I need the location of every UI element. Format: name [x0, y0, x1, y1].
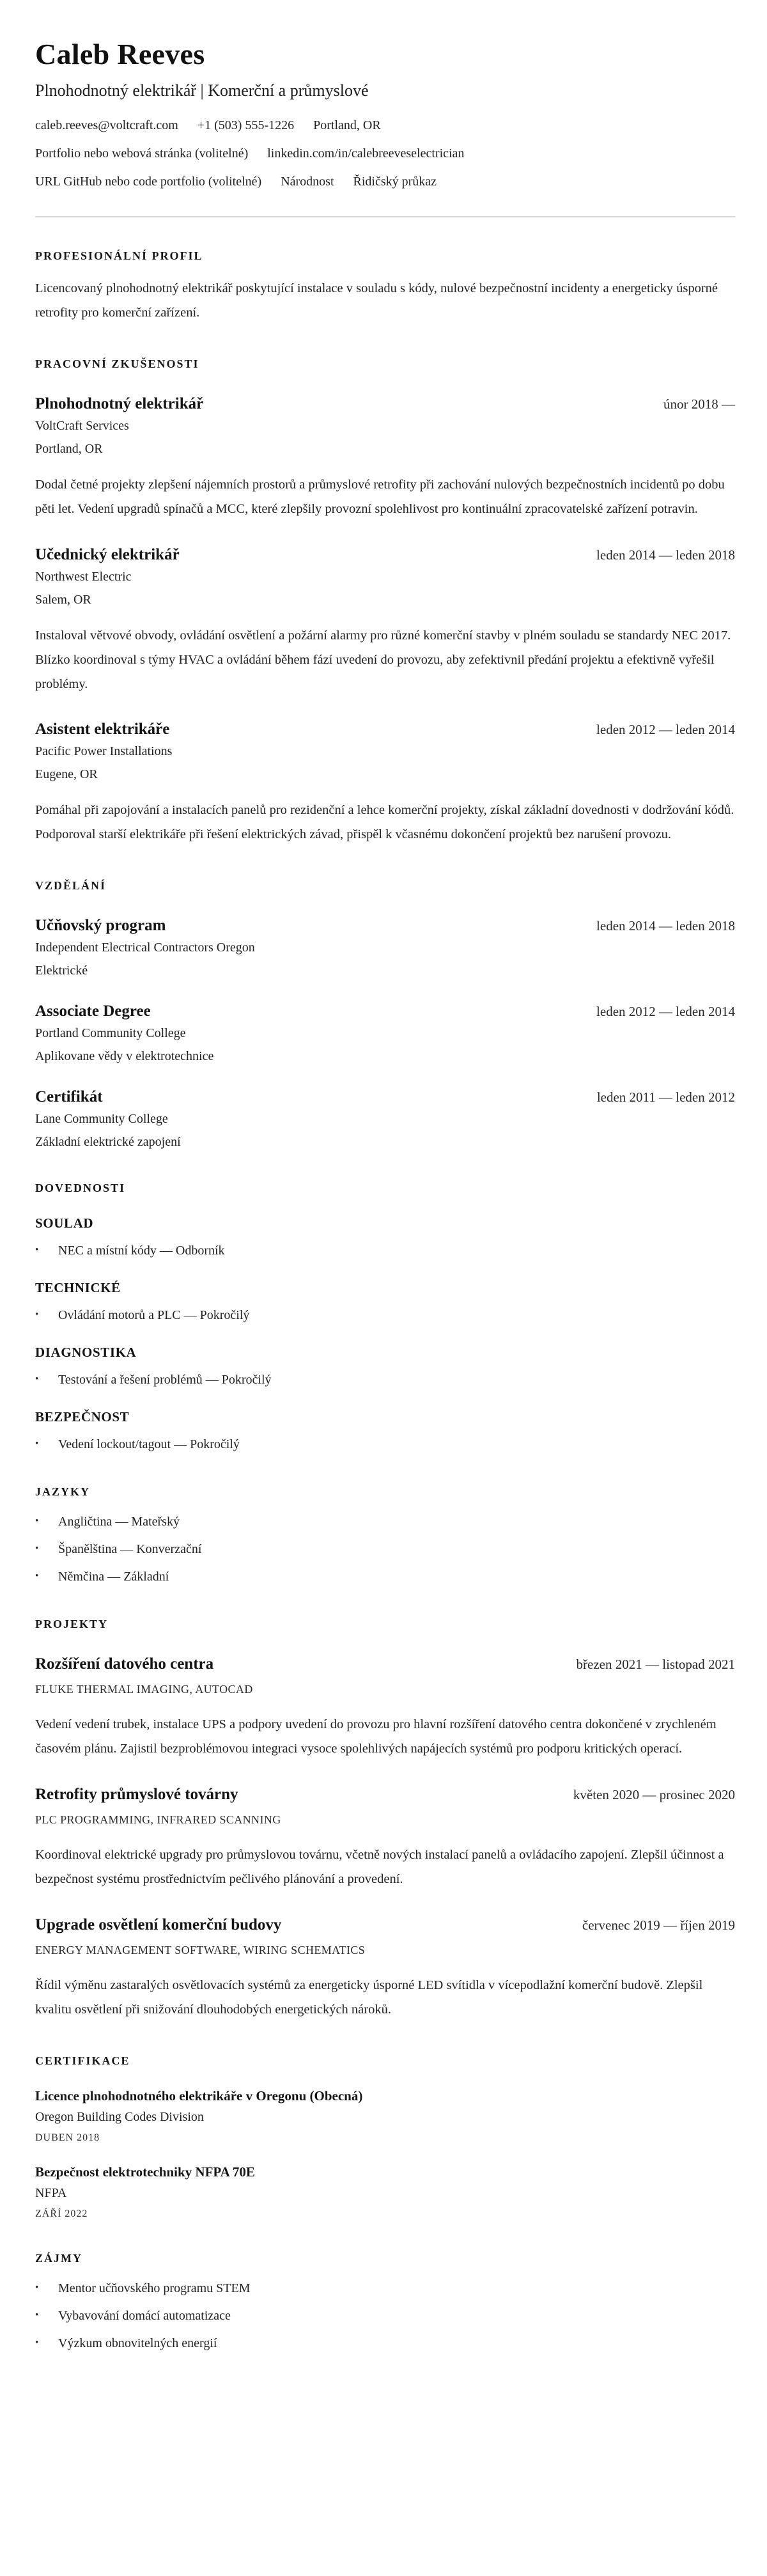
contact-item: +1 (503) 555-1226 [197, 118, 295, 132]
job-dates: únor 2018 — [663, 396, 735, 412]
skill-list [35, 1306, 735, 1324]
language-item [35, 1540, 735, 1558]
certification-name: Bezpečnost elektrotechniky NFPA 70E [35, 2164, 255, 2180]
section-heading-education: VZDĚLÁNÍ [35, 879, 107, 893]
job-description: Dodal četné projekty zlepšení nájemních prostorů a průmyslové retrofity při zachování nulových bezpečnostních incidentů po dobu pěti let. Vedení upgradů spínačů a MCC, které zlepšily provozní spolehlivost pro kontinuální zpracovatelské zařízení potravin. [35, 477, 725, 516]
project-description: Koordinoval elektrické upgrady pro průmyslovou továrnu, včetně nových instalací panelů a ovládacího zapojení. Zlepšil účinnost a bezpečnost systému prostřednictvím pečlivého plánování a provedení. [35, 1848, 724, 1887]
project-tools: ENERGY MANAGEMENT SOFTWARE, WIRING SCHEMATICS [35, 1943, 366, 1956]
education-degree: Učňovský program [35, 917, 166, 935]
section-certifications [35, 2054, 735, 2220]
project-entry [35, 1786, 735, 1892]
contact-row-1 [35, 118, 735, 133]
education-entry [35, 1003, 735, 1064]
education-school: Portland Community College [35, 1026, 186, 1041]
education-field: Základní elektrické zapojení [35, 1135, 181, 1150]
section-heading-skills: DOVEDNOSTI [35, 1182, 126, 1195]
education-field: Elektrické [35, 964, 88, 978]
skill-category: TECHNICKÉ [35, 1280, 121, 1296]
interest-list [35, 2279, 735, 2352]
project-name: Rozšíření datového centra [35, 1655, 214, 1673]
job-dates: leden 2014 — leden 2018 [596, 547, 735, 563]
contact-block [35, 118, 735, 189]
education-school: Independent Electrical Contractors Oregon [35, 941, 255, 955]
project-tools: FLUKE THERMAL IMAGING, AUTOCAD [35, 1683, 253, 1696]
bullet-icon: • [35, 2282, 39, 2293]
section-heading-interests: ZÁJMY [35, 2251, 82, 2265]
interest-item [35, 2279, 735, 2297]
candidate-name: Caleb Reeves [35, 38, 205, 70]
section-heading-profile: PROFESIONÁLNÍ PROFIL [35, 249, 203, 262]
bullet-icon: • [35, 1439, 39, 1449]
header-divider [35, 216, 735, 217]
section-experience [35, 357, 735, 847]
skill-item [35, 1306, 735, 1324]
resume-header [35, 37, 735, 189]
project-dates: květen 2020 — prosinec 2020 [573, 1787, 735, 1803]
job-head-row [35, 546, 735, 564]
contact-item: Portfolio nebo webová stránka (volitelné) [35, 146, 249, 160]
skill-category: BEZPEČNOST [35, 1409, 130, 1425]
skill-list [35, 1435, 735, 1453]
contact-item: URL GitHub nebo code portfolio (volitelné) [35, 175, 262, 189]
skill-group [35, 1215, 735, 1260]
language-item-text: Němčina — Základní [58, 1570, 169, 1584]
job-entry [35, 546, 735, 697]
job-company: Northwest Electric [35, 569, 132, 584]
interest-item-text: Výzkum obnovitelných energií [58, 2336, 217, 2350]
section-education [35, 879, 735, 1150]
certification-date: ZÁŘÍ 2022 [35, 2208, 88, 2219]
job-company: VoltCraft Services [35, 418, 129, 433]
bullet-icon: • [35, 2337, 39, 2348]
job-company: Pacific Power Installations [35, 744, 173, 759]
project-head-row [35, 1786, 735, 1804]
bullet-icon: • [35, 1571, 39, 1582]
section-languages [35, 1485, 735, 1586]
interest-item [35, 2334, 735, 2352]
job-head-row [35, 721, 735, 738]
project-head-row [35, 1655, 735, 1673]
certification-issuer: Oregon Building Codes Division [35, 2109, 204, 2124]
skill-group [35, 1280, 735, 1324]
job-entry [35, 721, 735, 847]
contact-row-2 [35, 146, 735, 161]
section-profile [35, 249, 735, 325]
interest-item-text: Mentor učňovského programu STEM [58, 2281, 251, 2295]
project-dates: červenec 2019 — říjen 2019 [582, 1917, 735, 1933]
skill-list [35, 1242, 735, 1260]
language-list [35, 1513, 735, 1586]
section-interests [35, 2252, 735, 2352]
contact-item: caleb.reeves@voltcraft.com [35, 118, 178, 132]
certification-date: DUBEN 2018 [35, 2132, 100, 2143]
contact-item: Národnost [281, 175, 334, 189]
interest-item [35, 2307, 735, 2325]
contact-item: linkedin.com/in/calebreeveselectrician [267, 146, 465, 160]
education-head-row [35, 1003, 735, 1020]
job-location: Eugene, OR [35, 767, 98, 782]
job-location: Salem, OR [35, 592, 91, 607]
skill-group [35, 1345, 735, 1389]
contact-item: Řidičský průkaz [353, 175, 437, 189]
skill-item [35, 1242, 735, 1260]
bullet-icon: • [35, 1374, 39, 1385]
certification-entry [35, 2088, 735, 2144]
education-dates: leden 2014 — leden 2018 [596, 918, 735, 934]
skill-list [35, 1371, 735, 1389]
contact-row-3 [35, 175, 735, 189]
education-head-row [35, 1088, 735, 1106]
project-entry [35, 1655, 735, 1761]
job-title: Plnohodnotný elektrikář [35, 394, 204, 412]
bullet-icon: • [35, 1543, 39, 1554]
job-dates: leden 2012 — leden 2014 [596, 722, 735, 738]
language-item [35, 1513, 735, 1531]
job-title: Učednický elektrikář [35, 545, 180, 563]
project-description: Vedení vedení trubek, instalace UPS a podpory uvedení do provozu pro hlavní rozšíření datového centra dokončené v zrychleném časovém plánu. Zajistil bezproblémovou integraci vysoce spolehlivých napájecích systémů pro podporu kritických operací. [35, 1717, 717, 1756]
project-dates: březen 2021 — listopad 2021 [576, 1657, 735, 1673]
skill-group [35, 1409, 735, 1453]
skill-item-text: Ovládání motorů a PLC — Pokročilý [58, 1308, 250, 1323]
job-description: Pomáhal při zapojování a instalacích panelů pro rezidenční a lehce komerční projekty, získal základní dovednosti v dodržování kódů. Podporoval starší elektrikáře při řešení elektrických závad, přispěl k včasnému dokončení projektů bez narušení provozu. [35, 803, 734, 842]
interest-item-text: Vybavování domácí automatizace [58, 2308, 231, 2323]
project-name: Upgrade osvětlení komerční budovy [35, 1916, 282, 1933]
project-name: Retrofity průmyslové továrny [35, 1786, 238, 1804]
section-skills [35, 1182, 735, 1453]
skill-item [35, 1435, 735, 1453]
project-tools: PLC PROGRAMMING, INFRARED SCANNING [35, 1813, 281, 1827]
job-description: Instaloval větvové obvody, ovládání osvětlení a požární alarmy pro různé komerční stavby v plném souladu se standardy NEC 2017. Blízko koordinoval s týmy HVAC a ovládání během fází uvedení do provozu, aby zefektivnil předání projektu a efektivně vyřešil problémy. [35, 628, 731, 691]
education-dates: leden 2012 — leden 2014 [596, 1004, 735, 1020]
education-head-row [35, 917, 735, 935]
education-entry [35, 917, 735, 978]
skill-item-text: Testování a řešení problémů — Pokročilý [58, 1373, 272, 1387]
education-degree: Associate Degree [35, 1003, 151, 1020]
bullet-icon: • [35, 1516, 39, 1527]
language-item-text: Angličtina — Mateřský [58, 1515, 180, 1529]
candidate-title: Plnohodnotný elektrikář | Komerční a průmyslové [35, 81, 369, 100]
certification-name: Licence plnohodnotného elektrikáře v Oregonu (Obecná) [35, 2088, 363, 2104]
section-projects [35, 1618, 735, 2022]
job-title: Asistent elektrikáře [35, 721, 170, 738]
job-entry [35, 395, 735, 522]
contact-item: Portland, OR [313, 118, 381, 132]
education-degree: Certifikát [35, 1088, 103, 1106]
project-description: Řídil výměnu zastaralých osvětlovacích systémů za energeticky úsporné LED svítidla v vícepodlažní komerční budově. Zlepšil kvalitu osvětlení při snižování dlouhodobých energetických nároků. [35, 1978, 703, 2017]
education-school: Lane Community College [35, 1112, 168, 1127]
education-field: Aplikovane vědy v elektrotechnice [35, 1049, 214, 1064]
certification-issuer: NFPA [35, 2185, 67, 2200]
job-location: Portland, OR [35, 441, 103, 456]
skill-item-text: Vedení lockout/tagout — Pokročilý [58, 1437, 240, 1452]
bullet-icon: • [35, 2309, 39, 2320]
skill-item [35, 1371, 735, 1389]
section-heading-certifications: CERTIFIKACE [35, 2054, 130, 2067]
certification-entry [35, 2164, 735, 2220]
bullet-icon: • [35, 1245, 39, 1256]
section-heading-languages: JAZYKY [35, 1485, 91, 1499]
section-heading-experience: PRACOVNÍ ZKUŠENOSTI [35, 357, 199, 370]
profile-text: Licencovaný plnohodnotný elektrikář poskytující instalace v souladu s kódy, nulové bezpečnostní incidenty a energeticky úsporné retrofity pro komerční zařízení. [35, 281, 718, 320]
skill-item-text: NEC a místní kódy — Odborník [58, 1244, 225, 1258]
project-entry [35, 1916, 735, 2022]
skill-category: DIAGNOSTIKA [35, 1345, 137, 1361]
language-item [35, 1568, 735, 1586]
education-dates: leden 2011 — leden 2012 [596, 1089, 735, 1105]
language-item-text: Španělština — Konverzační [58, 1542, 202, 1557]
skill-category: SOULAD [35, 1215, 94, 1231]
job-head-row [35, 395, 735, 413]
section-heading-projects: PROJEKTY [35, 1618, 109, 1631]
bullet-icon: • [35, 1309, 39, 1320]
project-head-row [35, 1916, 735, 1934]
education-entry [35, 1088, 735, 1150]
